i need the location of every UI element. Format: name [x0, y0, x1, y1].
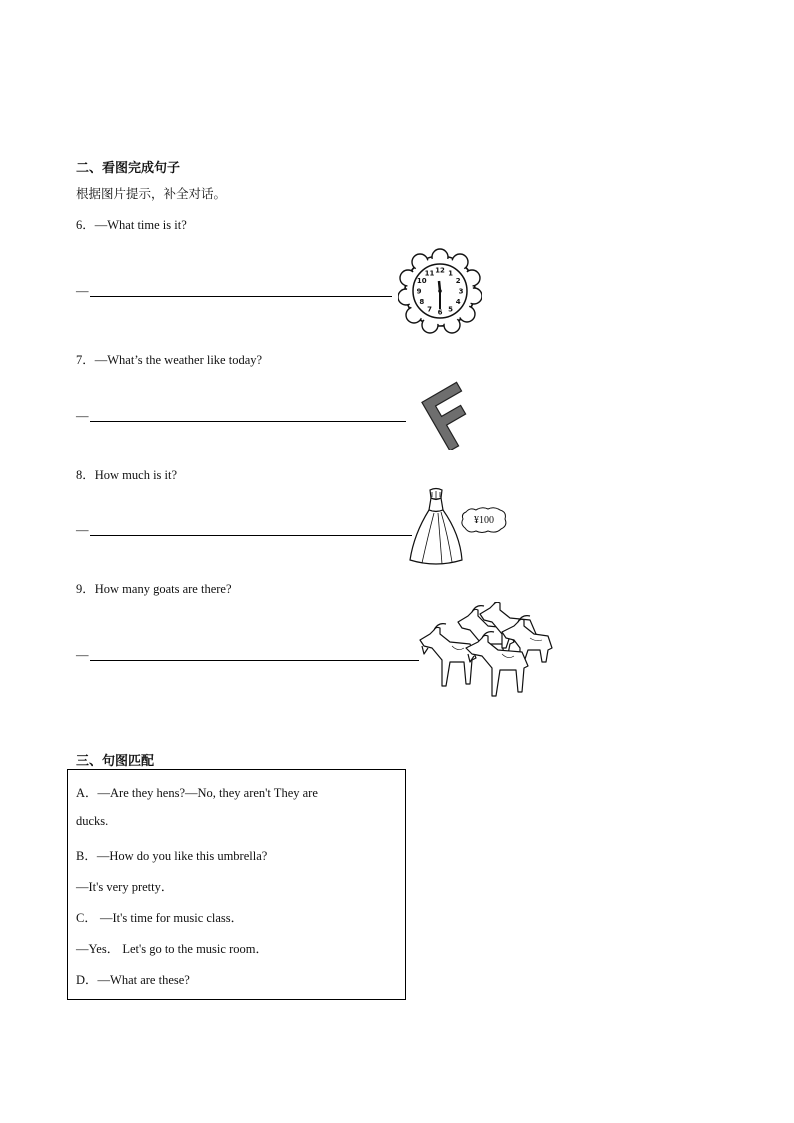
- temperature-f-icon: [410, 380, 490, 450]
- price-tag-bubble: [460, 506, 508, 534]
- answer-underline: [90, 535, 412, 536]
- option-c-line-2: —Yes． Let's go to the music room．: [76, 942, 268, 956]
- section-3-heading: 三、句图匹配: [76, 754, 155, 769]
- clock-numeral: 6: [437, 308, 443, 317]
- options-box: [67, 769, 406, 1000]
- clock-numeral: 10: [416, 277, 427, 285]
- clock-icon: [398, 248, 482, 334]
- answer-underline: [90, 296, 392, 297]
- section-2-heading: 二、看图完成句子: [76, 161, 181, 176]
- question-6: 6．—What time is it?: [76, 218, 187, 232]
- answer-line-9[interactable]: [76, 648, 419, 662]
- clock-numeral: 8: [419, 298, 425, 306]
- clock-numeral: 3: [458, 287, 464, 296]
- answer-dash: —: [76, 523, 89, 537]
- goats-icon: [418, 602, 556, 704]
- option-b-line-2: —It's very pretty．: [76, 880, 174, 894]
- option-a-line-2: ducks.: [76, 814, 109, 828]
- answer-dash: —: [76, 409, 89, 423]
- option-a-line-1: A．—Are they hens?—No, they aren't They are: [76, 786, 318, 800]
- clock-numeral: 12: [435, 266, 445, 275]
- section-2-instruction: 根据图片提示，补全对话。: [76, 186, 227, 201]
- clock-numeral: 9: [416, 287, 422, 296]
- question-7: 7．—What’s the weather like today?: [76, 353, 263, 367]
- question-9: 9．How many goats are there?: [76, 582, 232, 596]
- clock-numeral: 2: [455, 277, 461, 285]
- clock-numeral: 4: [455, 298, 461, 306]
- answer-dash: —: [76, 648, 89, 662]
- question-8: 8．How much is it?: [76, 468, 178, 482]
- option-d-line-1: D．—What are these?: [76, 973, 190, 987]
- answer-line-6[interactable]: [76, 284, 392, 298]
- clock-numeral: 1: [448, 269, 453, 278]
- answer-underline: [90, 421, 406, 422]
- answer-underline: [90, 660, 419, 661]
- clock-numeral: 5: [448, 305, 453, 314]
- clock-numeral: 11: [424, 269, 435, 278]
- price-tag-text: ¥100: [474, 515, 494, 526]
- option-b-line-1: B．—How do you like this umbrella?: [76, 849, 268, 863]
- answer-line-7[interactable]: [76, 409, 406, 423]
- answer-dash: —: [76, 284, 89, 298]
- option-c-line-1: C． —It's time for music class．: [76, 911, 244, 925]
- dress-icon: [408, 486, 464, 566]
- answer-line-8[interactable]: [76, 523, 412, 537]
- clock-numeral: 7: [427, 305, 432, 314]
